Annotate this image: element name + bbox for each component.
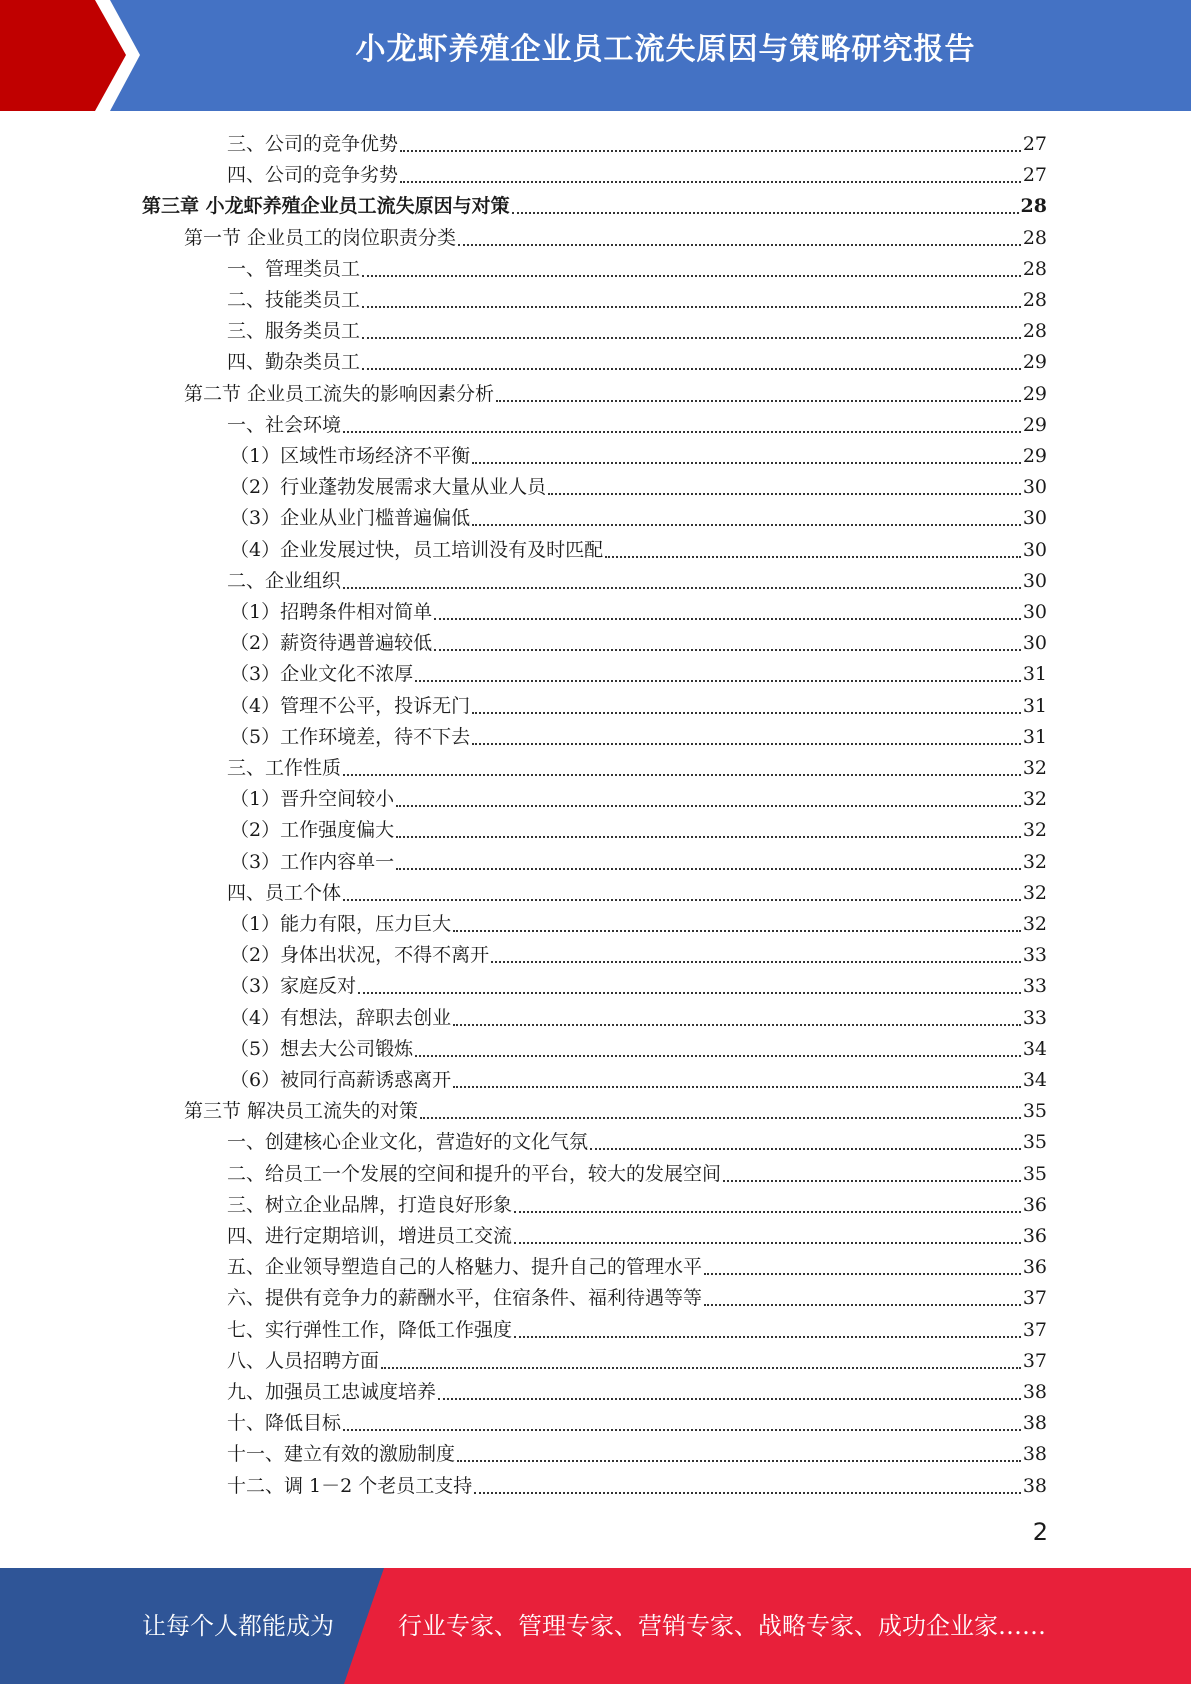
toc-entry-page: 32 <box>1022 913 1047 935</box>
toc-entry-label: 九、加强员工忠诚度培养 <box>227 1381 437 1403</box>
toc-dot-leader <box>396 836 1021 838</box>
toc-dot-leader <box>514 1211 1021 1213</box>
toc-entry-label: 第三章 小龙虾养殖企业员工流失原因与对策 <box>142 195 510 218</box>
toc-entry-label: （2）行业蓬勃发展需求大量从业人员 <box>230 476 547 499</box>
toc-entry-page: 28 <box>1022 226 1047 249</box>
page-number: 2 <box>1032 1518 1048 1546</box>
toc-entry-page: 35 <box>1022 1131 1047 1154</box>
toc-entry[interactable] <box>227 1344 1047 1375</box>
toc-entry-label: 一、创建核心企业文化，营造好的文化气氛 <box>227 1131 589 1154</box>
toc-dot-leader <box>514 1336 1021 1338</box>
toc-entry-label: （4）有想法，辞职去创业 <box>230 1006 452 1029</box>
toc-entry-label: 十一、建立有效的激励制度 <box>227 1443 456 1466</box>
toc-entry-page: 32 <box>1022 850 1047 873</box>
toc-entry[interactable] <box>227 564 1047 595</box>
toc-dot-leader <box>343 431 1021 433</box>
toc-dot-leader <box>605 556 1021 558</box>
toc-entry-label: （4）企业发展过快，员工培训没有及时匹配 <box>230 538 604 561</box>
toc-dot-leader <box>438 1398 1021 1400</box>
toc-entry[interactable] <box>227 1250 1047 1281</box>
toc-entry-page: 38 <box>1022 1474 1047 1497</box>
toc-dot-leader <box>453 1086 1021 1088</box>
toc-entry-label: 第三节 解决员工流失的对策 <box>184 1100 419 1123</box>
toc-entry-page: 34 <box>1022 1037 1047 1060</box>
toc-entry[interactable] <box>227 1188 1047 1219</box>
toc-dot-leader <box>512 212 1019 214</box>
toc-entry-label: （3）家庭反对 <box>230 975 357 998</box>
toc-entry-label: （1）晋升空间较小 <box>230 788 395 811</box>
toc-entry[interactable] <box>230 595 1047 626</box>
toc-entry[interactable] <box>230 626 1047 657</box>
footer-slogan-left: 让每个人都能成为 <box>142 1612 334 1640</box>
toc-entry-label: （5）想去大公司锻炼 <box>230 1037 414 1060</box>
toc-entry[interactable] <box>184 377 1047 408</box>
toc-entry[interactable] <box>230 1063 1047 1094</box>
toc-entry-label: 第一节 企业员工的岗位职责分类 <box>184 226 457 249</box>
toc-entry-label: （2）身体出状况，不得不离开 <box>230 944 490 967</box>
toc-entry-page: 33 <box>1022 975 1047 998</box>
toc-dot-leader <box>343 774 1021 776</box>
toc-dot-leader <box>358 992 1021 994</box>
toc-dot-leader <box>704 1273 1021 1275</box>
toc-dot-leader <box>381 1367 1021 1369</box>
toc-dot-leader <box>457 1460 1021 1462</box>
toc-dot-leader <box>458 244 1021 246</box>
toc-dot-leader <box>723 1180 1021 1182</box>
toc-dot-leader <box>420 1117 1021 1119</box>
toc-entry-page: 32 <box>1022 757 1047 779</box>
toc-entry[interactable] <box>230 533 1047 564</box>
toc-entry-page: 37 <box>1022 1349 1047 1372</box>
toc-entry-page: 35 <box>1022 1162 1047 1185</box>
toc-dot-leader <box>474 1492 1021 1494</box>
toc-dot-leader <box>396 805 1021 807</box>
toc-entry[interactable] <box>230 1032 1047 1063</box>
toc-entry-label: 第二节 企业员工流失的影响因素分析 <box>184 382 495 405</box>
toc-dot-leader <box>362 337 1021 339</box>
toc-entry[interactable] <box>227 751 1047 782</box>
toc-entry-label: 四、公司的竞争劣势 <box>227 164 399 187</box>
toc-entry-page: 28 <box>1020 195 1047 218</box>
toc-entry[interactable] <box>227 1375 1047 1406</box>
toc-dot-leader <box>362 306 1021 308</box>
toc-entry-page: 29 <box>1022 351 1047 374</box>
toc-entry-page: 28 <box>1022 320 1047 343</box>
toc-entry-label: （4）管理不公平，投诉无门 <box>230 694 471 717</box>
toc-entry-page: 36 <box>1022 1193 1047 1216</box>
toc-entry-label: （3）工作内容单一 <box>230 850 395 873</box>
toc-entry-label: 三、树立企业品牌，打造良好形象 <box>227 1193 513 1216</box>
toc-entry-label: 七、实行弹性工作，降低工作强度 <box>227 1318 513 1341</box>
toc-dot-leader <box>343 899 1021 901</box>
toc-entry-label: 二、技能类员工 <box>227 289 361 311</box>
toc-entry-page: 30 <box>1022 569 1047 592</box>
toc-entry-label: 三、服务类员工 <box>227 320 361 343</box>
toc-entry[interactable] <box>227 1437 1047 1468</box>
toc-entry-label: （1）区域性市场经济不平衡 <box>230 445 471 467</box>
toc-entry-label: 十二、调 1－2 个老员工支持 <box>227 1474 473 1497</box>
toc-dot-leader <box>400 150 1021 152</box>
toc-entry[interactable] <box>230 720 1047 751</box>
toc-dot-leader <box>453 930 1021 932</box>
toc-entry-label: 一、管理类员工 <box>227 257 361 280</box>
toc-entry-label: （1）招聘条件相对简单 <box>230 601 433 623</box>
toc-entry[interactable] <box>227 1219 1047 1250</box>
toc-entry[interactable] <box>230 938 1047 969</box>
toc-entry[interactable] <box>227 1157 1047 1188</box>
toc-dot-leader <box>590 1148 1021 1150</box>
toc-entry-page: 38 <box>1022 1443 1047 1466</box>
toc-entry[interactable] <box>227 283 1047 314</box>
toc-entry-page: 32 <box>1022 819 1047 842</box>
toc-entry[interactable] <box>230 845 1047 876</box>
toc-entry-page: 27 <box>1022 164 1047 187</box>
toc-entry-page: 32 <box>1022 881 1047 904</box>
toc-dot-leader <box>514 1242 1021 1244</box>
toc-entry[interactable] <box>230 813 1047 844</box>
toc-entry-page: 27 <box>1022 133 1047 155</box>
toc-entry-page: 33 <box>1022 1006 1047 1029</box>
toc-entry-label: （3）企业文化不浓厚 <box>230 663 414 686</box>
toc-dot-leader <box>415 1055 1021 1057</box>
toc-entry-page: 38 <box>1022 1412 1047 1435</box>
toc-entry[interactable] <box>227 345 1047 376</box>
toc-entry[interactable] <box>227 314 1047 345</box>
toc-entry-label: 二、企业组织 <box>227 569 342 592</box>
toc-dot-leader <box>415 680 1021 682</box>
toc-entry-label: （1）能力有限，压力巨大 <box>230 913 452 935</box>
page-header <box>0 0 1191 111</box>
toc-dot-leader <box>343 1429 1021 1431</box>
toc-entry[interactable] <box>227 876 1047 907</box>
toc-entry-page: 28 <box>1022 257 1047 280</box>
toc-dot-leader <box>434 649 1021 651</box>
toc-entry[interactable] <box>227 1125 1047 1156</box>
toc-dot-leader <box>704 1304 1021 1306</box>
toc-entry-page: 30 <box>1022 601 1047 623</box>
toc-entry[interactable] <box>227 252 1047 283</box>
toc-dot-leader <box>472 462 1021 464</box>
toc-dot-leader <box>434 618 1021 620</box>
toc-entry-label: 四、勤杂类员工 <box>227 351 361 374</box>
toc-dot-leader <box>496 400 1021 402</box>
toc-entry[interactable] <box>142 189 1047 220</box>
toc-entry-page: 32 <box>1022 788 1047 811</box>
toc-entry-page: 30 <box>1022 507 1047 530</box>
toc-entry[interactable] <box>230 782 1047 813</box>
toc-entry[interactable] <box>227 127 1047 158</box>
toc-entry[interactable] <box>230 501 1047 532</box>
toc-entry-label: 四、进行定期培训，增进员工交流 <box>227 1225 513 1247</box>
toc-entry-page: 30 <box>1022 538 1047 561</box>
toc-entry-page: 31 <box>1022 663 1047 686</box>
toc-entry-label: 三、工作性质 <box>227 757 342 779</box>
toc-entry[interactable] <box>230 439 1047 470</box>
toc-dot-leader <box>472 743 1021 745</box>
toc-entry-page: 30 <box>1022 632 1047 655</box>
toc-entry[interactable] <box>227 408 1047 439</box>
toc-entry-page: 31 <box>1022 725 1047 748</box>
toc-entry-page: 37 <box>1022 1318 1047 1341</box>
toc-entry-page: 34 <box>1022 1069 1047 1091</box>
toc-entry[interactable] <box>230 969 1047 1000</box>
toc-entry-label: （2）薪资待遇普遍较低 <box>230 632 433 655</box>
toc-dot-leader <box>343 587 1021 589</box>
toc-dot-leader <box>548 493 1021 495</box>
toc-entry[interactable] <box>230 470 1047 501</box>
toc-entry[interactable] <box>230 689 1047 720</box>
toc-dot-leader <box>362 368 1021 370</box>
toc-entry-page: 29 <box>1022 445 1047 467</box>
toc-entry[interactable] <box>230 1001 1047 1032</box>
toc-entry-label: 十、降低目标 <box>227 1412 342 1435</box>
toc-entry-page: 29 <box>1022 413 1047 436</box>
toc-entry-page: 30 <box>1022 476 1047 499</box>
toc-entry-page: 38 <box>1022 1381 1047 1403</box>
toc-entry[interactable] <box>184 221 1047 252</box>
toc-entry-page: 35 <box>1022 1100 1047 1123</box>
toc-entry-label: 一、社会环境 <box>227 413 342 436</box>
toc-entry-label: 二、给员工一个发展的空间和提升的平台，较大的发展空间 <box>227 1162 722 1185</box>
toc-entry-label: （5）工作环境差，待不下去 <box>230 725 471 748</box>
toc-entry-page: 28 <box>1022 289 1047 311</box>
toc-entry-label: 三、公司的竞争优势 <box>227 133 399 155</box>
toc-entry-label: 四、员工个体 <box>227 881 342 904</box>
toc-dot-leader <box>400 181 1021 183</box>
toc-entry-page: 36 <box>1022 1256 1047 1279</box>
toc-entry-page: 33 <box>1022 944 1047 967</box>
toc-dot-leader <box>491 961 1021 963</box>
toc-entry[interactable] <box>184 1094 1047 1125</box>
toc-entry[interactable] <box>227 158 1047 189</box>
document-title: 小龙虾养殖企业员工流失原因与策略研究报告 <box>355 32 976 67</box>
toc-entry[interactable] <box>230 907 1047 938</box>
toc-entry-page: 37 <box>1022 1287 1047 1310</box>
toc-entry-label: 六、提供有竞争力的薪酬水平，住宿条件、福利待遇等等 <box>227 1287 703 1310</box>
page-footer <box>0 1568 1191 1684</box>
toc-entry[interactable] <box>227 1406 1047 1437</box>
toc-entry[interactable] <box>227 1281 1047 1312</box>
toc-entry-page: 29 <box>1022 382 1047 405</box>
toc-entry[interactable] <box>227 1469 1047 1500</box>
toc-dot-leader <box>472 712 1021 714</box>
toc-dot-leader <box>472 524 1021 526</box>
toc-dot-leader <box>396 868 1021 870</box>
toc-entry-label: （2）工作强度偏大 <box>230 819 395 842</box>
toc-entry[interactable] <box>230 657 1047 688</box>
toc-entry-label: 八、人员招聘方面 <box>227 1349 380 1372</box>
toc-entry-page: 31 <box>1022 694 1047 717</box>
toc-dot-leader <box>453 1024 1021 1026</box>
footer-slogan-right: 行业专家、管理专家、营销专家、战略专家、成功企业家…… <box>398 1612 1046 1640</box>
toc-dot-leader <box>362 275 1021 277</box>
toc-entry-page: 36 <box>1022 1225 1047 1247</box>
toc-entry-label: （6）被同行高薪诱惑离开 <box>230 1069 452 1091</box>
toc-entry-label: （3）企业从业门槛普遍偏低 <box>230 507 471 530</box>
toc-entry-label: 五、企业领导塑造自己的人格魅力、提升自己的管理水平 <box>227 1256 703 1279</box>
toc-entry[interactable] <box>227 1313 1047 1344</box>
